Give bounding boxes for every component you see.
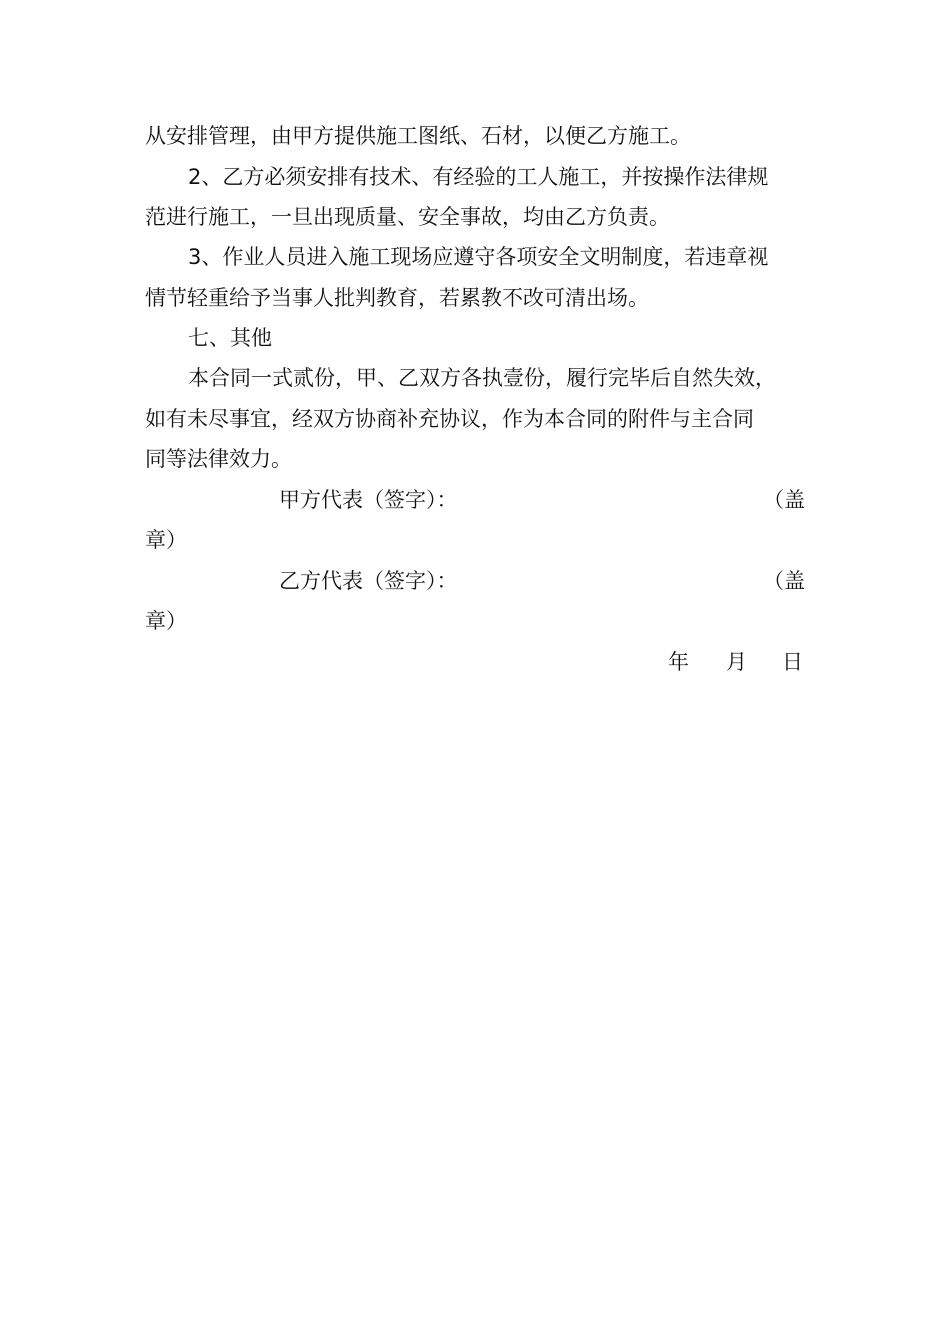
paragraph-line: 情节轻重给予当事人批判教育，若累教不改可清出场。 bbox=[145, 286, 649, 310]
date-month-label: 月 bbox=[726, 650, 747, 674]
party-a-signature-label: 甲方代表（签字）： bbox=[279, 488, 458, 512]
party-b-seal-label: （盖 bbox=[763, 569, 805, 593]
paragraph-line: 范进行施工，一旦出现质量、安全事故，均由乙方负责。 bbox=[145, 205, 670, 229]
party-b-signature-label: 乙方代表（签字）： bbox=[279, 569, 458, 593]
party-a-seal-label-end: 章） bbox=[145, 528, 187, 552]
clause-2-line: 2、乙方必须安排有技术、有经验的工人施工，并按操作法律规 bbox=[188, 165, 769, 189]
paragraph-line: 如有未尽事宜，经双方协商补充协议，作为本合同的附件与主合同 bbox=[145, 407, 754, 431]
date-day-label: 日 bbox=[782, 650, 803, 674]
paragraph-line: 本合同一式贰份，甲、乙双方各执壹份，履行完毕后自然失效， bbox=[188, 366, 776, 390]
party-a-seal-label: （盖 bbox=[763, 488, 805, 512]
section-heading-other: 七、其他 bbox=[188, 326, 272, 350]
party-b-seal-label-end: 章） bbox=[145, 609, 187, 633]
paragraph-line: 同等法律效力。 bbox=[145, 447, 292, 471]
paragraph-line: 从安排管理，由甲方提供施工图纸、石材，以便乙方施工。 bbox=[145, 124, 691, 148]
clause-3-line: 3、作业人员进入施工现场应遵守各项安全文明制度，若违章视 bbox=[188, 245, 769, 269]
date-year-label: 年 bbox=[668, 650, 689, 674]
date-line bbox=[668, 647, 808, 677]
